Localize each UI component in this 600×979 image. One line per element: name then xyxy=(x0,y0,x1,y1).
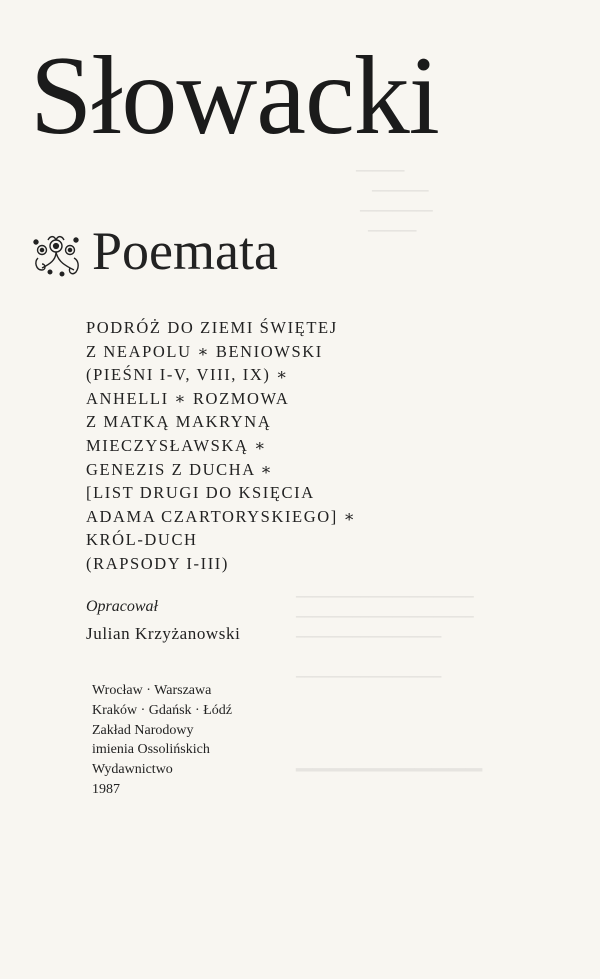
publisher-imprint xyxy=(92,681,232,800)
contents-line: (PIEŚNI I-V, VIII, IX) ∗ xyxy=(86,365,289,385)
floral-ornament-icon xyxy=(30,232,82,278)
contents-line: MIECZYSŁAWSKĄ ∗ xyxy=(86,435,268,455)
contents-line: GENEZIS Z DUCHA ∗ xyxy=(86,459,274,479)
publication-year: 1987 xyxy=(92,781,120,797)
imprint-line: Kraków · Gdańsk · Łódź xyxy=(92,702,232,718)
imprint-line: Zakład Narodowy xyxy=(92,722,194,738)
contents-line: ADAMA CZARTORYSKIEGO] ∗ xyxy=(86,506,357,526)
contents-line: Z NEAPOLU ∗ BENIOWSKI xyxy=(86,341,323,361)
contents-line: (RAPSODY I-III) xyxy=(86,553,229,573)
contents-line: Z MATKĄ MAKRYNĄ xyxy=(86,412,272,432)
contents-line: [LIST DRUGI DO KSIĘCIA xyxy=(86,483,315,503)
imprint-line: Wrocław · Warszawa xyxy=(92,683,212,698)
author-name: Słowacki xyxy=(30,34,439,158)
contents-list xyxy=(86,316,356,576)
imprint-line: imienia Ossolińskich xyxy=(92,742,210,758)
contents-line: ANHELLI ∗ ROZMOWA xyxy=(86,388,290,408)
editor-name: Julian Krzyżanowski xyxy=(86,624,241,643)
book-title: Poemata xyxy=(92,221,278,281)
title-page: ▁▁▁▁▁▁ ▁▁▁▁▁▁▁ ▁▁▁▁▁▁▁▁▁ ▁▁▁▁▁▁ ▁▁▁▁▁▁▁▁▁▁▁▁▁▁▁▁▁▁▁▁▁▁ ▁▁▁▁▁▁▁▁▁▁▁▁▁▁▁▁▁▁▁▁▁▁ ▁▁▁▁▁▁▁▁▁▁▁▁▁▁▁▁▁▁ ▁▁▁▁▁▁▁▁▁▁▁▁▁▁▁▁▁▁ ▁▁▁▁▁▁▁▁▁▁▁ Słowacki Poemata PODRÓŻ DO ZIEMI ŚWIĘTEJ Z NEAPOLU ∗ BENIOWSKI (PIEŚNI I-V, VIII, IX) ∗ ANHELLI ∗ ROZMOWA Z MATKĄ MAKRYNĄ MIECZYSŁAWSKĄ ∗ GENEZIS Z DUCHA ∗ [LIST DRUGI DO KSIĘCIA ADAMA CZARTORYSKIEGO] ∗ KRÓL-DUCH (RAPSODY I-III) Opracował Julian Krzyżanowski Wrocław · Warszawa Kraków · Gdańsk · Łódź Zakład Narodowy imienia Ossolińskich Wydawnictwo 1987 xyxy=(0,0,600,979)
editor-label: Opracował xyxy=(86,598,158,615)
imprint-line: Wydawnictwo xyxy=(92,762,173,778)
contents-line: KRÓL-DUCH xyxy=(86,530,198,550)
contents-line: PODRÓŻ DO ZIEMI ŚWIĘTEJ xyxy=(86,318,338,337)
